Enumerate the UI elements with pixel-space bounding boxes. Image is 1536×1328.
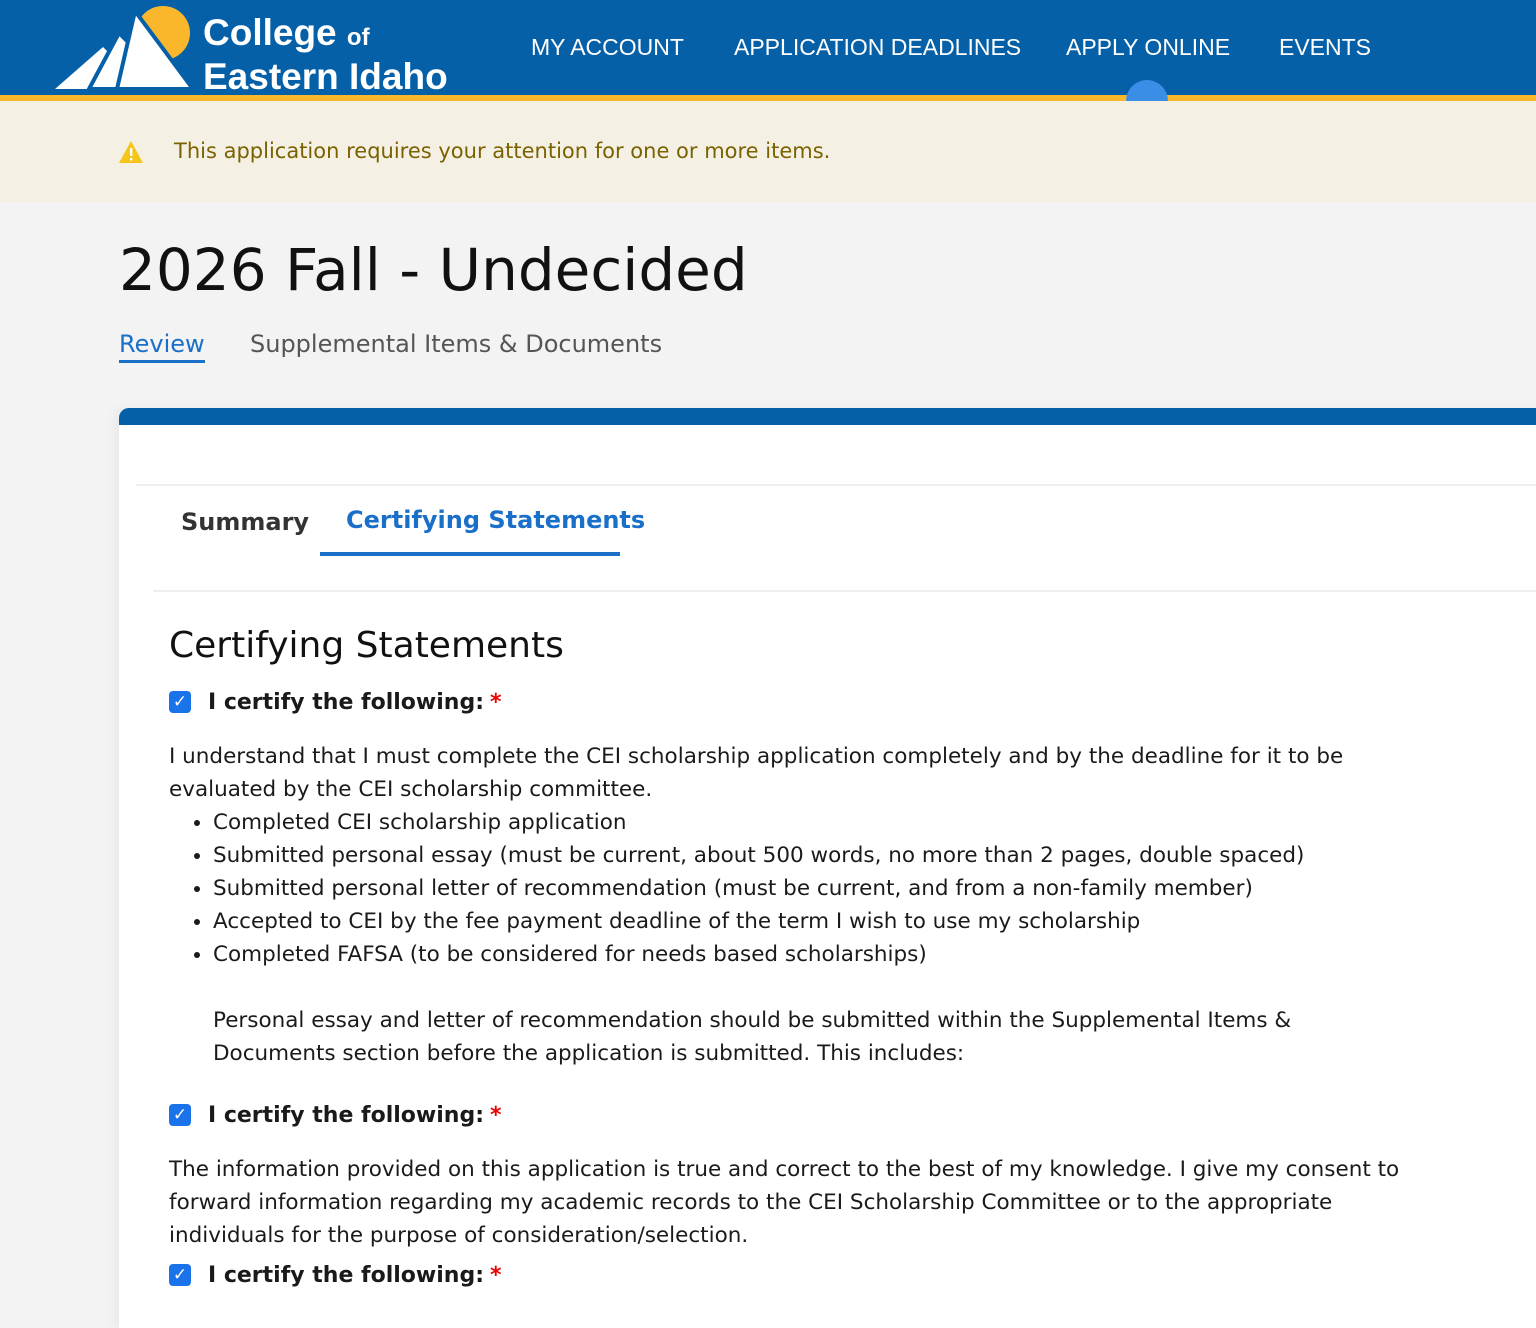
college-logo[interactable] (55, 5, 485, 97)
required-asterisk: * (490, 1263, 502, 1288)
tab-certifying-statements[interactable]: Certifying Statements (346, 506, 646, 534)
logo-line1: College (203, 12, 337, 53)
logo-of: of (346, 24, 370, 51)
nav-my-account[interactable]: MY ACCOUNT (531, 34, 684, 60)
list-item: • Completed CEI scholarship application (213, 806, 1413, 839)
nav-apply-online[interactable]: APPLY ONLINE (1066, 34, 1231, 60)
page-title: 2026 Fall - Undecided (119, 236, 748, 304)
certify-label-2: I certify the following: * (208, 1103, 502, 1128)
statement-text-1: I understand that I must complete the CEI scholarship application completely and by the deadline for it to be evaluated by the CEI scholarship committee. (169, 744, 1344, 802)
divider (136, 484, 1536, 486)
statement-note-1: Personal essay and letter of recommendation should be submitted within the Supplemental Items & Documents section before the application is submitted. This includes: (213, 1008, 1292, 1066)
divider (153, 590, 1536, 592)
active-nav-indicator (1126, 80, 1168, 101)
active-tab-underline (320, 552, 620, 556)
nav-application-deadlines[interactable]: APPLICATION DEADLINES (734, 34, 1022, 60)
certify-checkbox-1[interactable]: ✓ (169, 691, 191, 713)
logo-line2: Eastern Idaho (203, 56, 448, 97)
tab-supplemental-items[interactable]: Supplemental Items & Documents (250, 330, 663, 358)
tab-review[interactable]: Review (119, 330, 205, 363)
requirements-list (213, 806, 1413, 971)
list-item: • Submitted personal letter of recommendation (must be current, and from a non-family member) (213, 872, 1413, 905)
list-item: • Completed FAFSA (to be considered for needs based scholarships) (213, 938, 1413, 971)
certify-label-3: I certify the following: * (208, 1263, 502, 1288)
warning-icon (118, 140, 144, 164)
tab-summary[interactable]: Summary (181, 508, 310, 536)
certify-label-1: I certify the following: * (208, 690, 502, 715)
mountain-sun-icon (55, 5, 195, 93)
required-asterisk: * (490, 690, 502, 715)
site-header (0, 0, 1536, 101)
statement-text-2: The information provided on this application is true and correct to the best of my knowledge. I give my consent to forward information regarding my academic records to the CEI Scholarship Committee or to the appropriate individuals for the purpose of consideration/selection. (169, 1157, 1400, 1248)
certify-checkbox-3[interactable]: ✓ (169, 1264, 191, 1286)
banner-text: This application requires your attention for one or more items. (174, 139, 831, 163)
nav-events[interactable]: EVENTS (1279, 34, 1372, 60)
required-asterisk: * (490, 1103, 502, 1128)
certify-checkbox-2[interactable]: ✓ (169, 1104, 191, 1126)
section-heading: Certifying Statements (169, 625, 564, 666)
list-item: • Accepted to CEI by the fee payment deadline of the term I wish to use my scholarship (213, 905, 1413, 938)
list-item: • Submitted personal essay (must be current, about 500 words, no more than 2 pages, double spaced) (213, 839, 1413, 872)
